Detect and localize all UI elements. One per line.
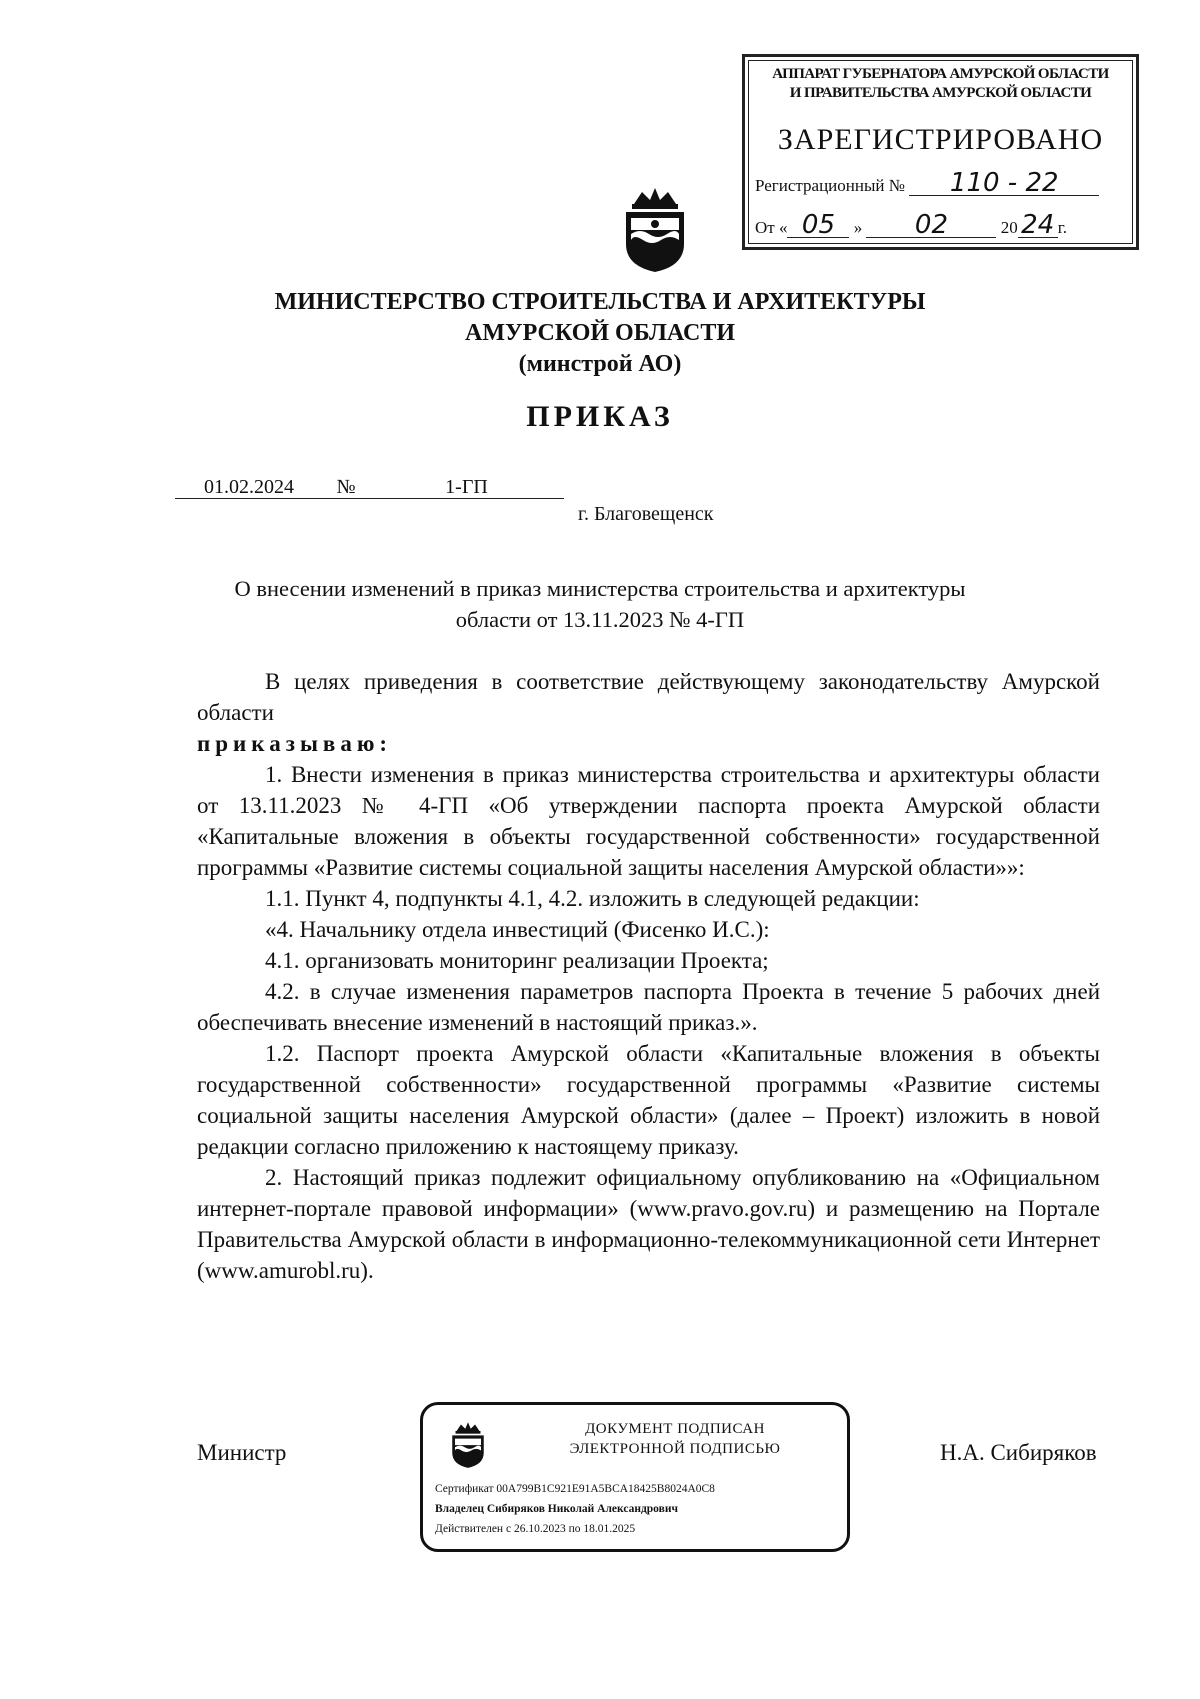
stamp-year-unit: г. xyxy=(1057,218,1068,237)
ministry-abbr: (минстрой АО) xyxy=(518,351,682,377)
paragraph-1-2: 1.2. Паспорт проекта Амурской области «Капитальные вложения в объекты государственной собственности» государственной программы «Развитие системы социальной защиты населения Амурской области» (далее – Проект) изложить в новой редакции согласно приложению к настоящему приказу. xyxy=(197,1041,1100,1159)
esig-certificate: Сертификат 00A799B1C921E91A5BCA18425B8024A0C8 xyxy=(435,1483,715,1495)
esig-title-line2: ЭЛЕКТРОННОЙ ПОДПИСЬЮ xyxy=(569,1441,781,1457)
esig-title-line1: ДОКУМЕНТ ПОДПИСАН xyxy=(585,1421,765,1437)
signer-position: Министр xyxy=(197,1440,287,1465)
stamp-reg-line xyxy=(755,168,1126,198)
stamp-office xyxy=(749,65,1132,103)
paragraph-4: «4. Начальнику отдела инвестиций (Фисенко И.С.): xyxy=(265,917,770,942)
preamble: В целях приведения в соответствие действующему законодательству Амурской области xyxy=(197,669,1100,725)
paragraph-1-1: 1.1. Пункт 4, подпункты 4.1, 4.2. изложить в следующей редакции: xyxy=(265,886,920,911)
ministry-line2: АМУРСКОЙ ОБЛАСТИ xyxy=(465,320,735,346)
order-subject xyxy=(0,573,1200,635)
order-city: г. Благовещенск xyxy=(578,503,714,525)
order-date: 01.02.2024 xyxy=(175,476,323,499)
stamp-office-line1: АППАРАТ ГУБЕРНАТОРА АМУРСКОЙ ОБЛАСТИ xyxy=(772,66,1109,82)
esig-owner: Владелец Сибиряков Николай Александрович xyxy=(435,1503,678,1515)
stamp-registered: ЗАРЕГИСТРИРОВАНО xyxy=(777,123,1104,156)
signer-name: Н.А. Сибиряков xyxy=(940,1440,1097,1465)
subject-line2: области от 13.11.2023 № 4-ГП xyxy=(455,607,745,632)
stamp-reg-label: Регистрационный № xyxy=(755,176,905,195)
stamp-date-prefix: От « xyxy=(755,218,788,237)
stamp-reg-number: 110 - 22 xyxy=(909,171,1099,196)
esig-validity: Действителен с 26.10.2023 по 18.01.2025 xyxy=(435,1523,636,1535)
stamp-year-prefix: 20 xyxy=(1000,218,1018,237)
order-body xyxy=(197,666,1100,1286)
stamp-month: 02 xyxy=(866,213,996,238)
stamp-day: 05 xyxy=(787,213,849,238)
doc-title: ПРИКАЗ xyxy=(526,400,674,433)
ministry-line1: МИНИСТЕРСТВО СТРОИТЕЛЬСТВА И АРХИТЕКТУРЫ xyxy=(274,289,926,315)
registration-stamp xyxy=(742,54,1139,250)
esig-title xyxy=(513,1419,837,1459)
stamp-day-close: » xyxy=(853,218,863,237)
order-word: приказываю: xyxy=(197,731,393,756)
stamp-office-line2: И ПРАВИТЕЛЬСТВА АМУРСКОЙ ОБЛАСТИ xyxy=(789,85,1092,101)
ministry-name xyxy=(0,287,1200,380)
paragraph-4-2: 4.2. в случае изменения параметров паспорта Проекта в течение 5 рабочих дней обеспечивать внесение изменений в настоящий приказ.». xyxy=(197,979,1100,1035)
stamp-year-suffix: 24 xyxy=(1018,213,1058,238)
paragraph-4-1: 4.1. организовать мониторинг реализации Проекта; xyxy=(265,948,769,973)
subject-line1: О внесении изменений в приказ министерства строительства и архитектуры xyxy=(234,576,966,601)
coat-of-arms-icon xyxy=(620,182,690,274)
order-date-number xyxy=(175,476,564,499)
stamp-date-line xyxy=(755,210,1126,240)
esig-coat-of-arms-icon xyxy=(449,1419,487,1469)
order-number-label: № xyxy=(323,476,369,499)
paragraph-2: 2. Настоящий приказ подлежит официальному опубликованию на «Официальном интернет-портале правовой информации» (www.pravo.gov.ru) и размещению на Портале Правительства Амурской области в информационно-телекоммуникационной сети Интернет (www.amurobl.ru). xyxy=(197,1165,1100,1283)
electronic-signature-stamp xyxy=(420,1402,850,1552)
paragraph-1: 1. Внести изменения в приказ министерства строительства и архитектуры области от 13.11.2023 № 4-ГП «Об утверждении паспорта проекта Амурской области «Капитальные вложения в объекты государственной собственности» государственной программы «Развитие системы социальной защиты населения Амурской области»»: xyxy=(197,762,1100,880)
order-number: 1-ГП xyxy=(369,476,564,499)
